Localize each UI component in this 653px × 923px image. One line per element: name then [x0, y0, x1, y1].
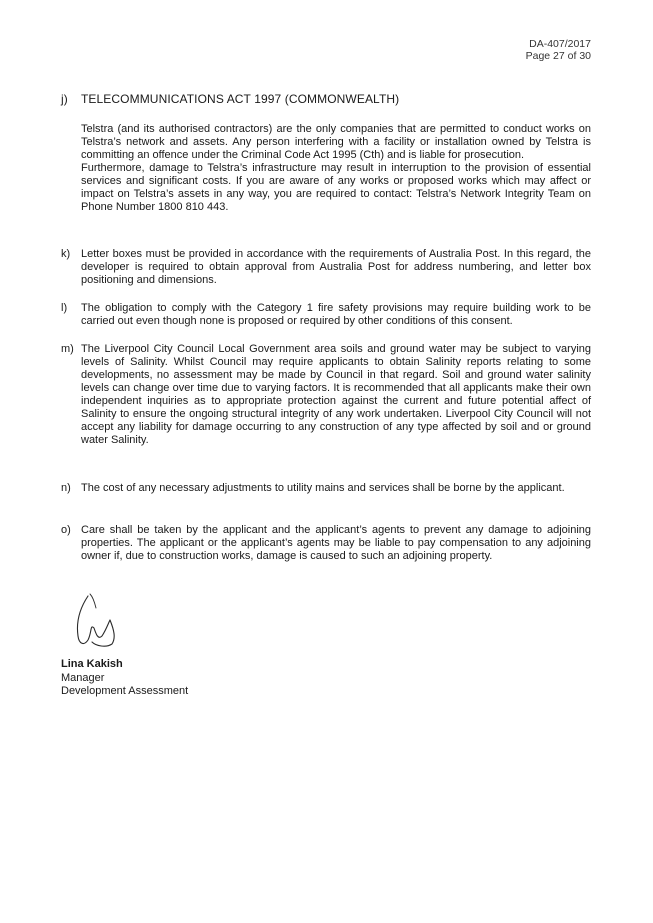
condition-l: [61, 302, 591, 328]
condition-label: n): [61, 482, 71, 494]
condition-label: j): [61, 92, 68, 106]
condition-n: [61, 482, 591, 495]
condition-label: l): [61, 302, 68, 314]
paragraph: The cost of any necessary adjustments to utility mains and services shall be borne by the applicant.: [81, 482, 565, 494]
paragraph: Telstra (and its authorised contractors) are the only companies that are permitted to conduct works on Telstra’s network and assets. Any person interfering with a facility or installation owned by Telstra is committing an offence under the Criminal Code Act 1995 (Cth) and is liable for prosecution.: [81, 123, 591, 161]
section-heading: TELECOMMUNICATIONS ACT 1997 (COMMONWEALTH): [81, 92, 400, 106]
paragraph: Care shall be taken by the applicant and the applicant’s agents to prevent any damage to adjoining properties. The applicant or the applicant’s agents may be liable to pay compensation to any adjoining owner if, due to construction works, damage is caused to such an adjoining property.: [81, 524, 591, 562]
condition-m: [61, 343, 591, 447]
paragraph: Furthermore, damage to Telstra’s infrastructure may result in interruption to the provision of essential services and significant costs. If you are aware of any works or proposed works which may affect or impact on Telstra’s assets in any way, you are required to contact: Telstra’s Network Integrity Team on Phone Number 1800 810 443.: [81, 162, 591, 213]
document-reference: DA-407/2017: [529, 38, 591, 50]
page-header: [526, 38, 591, 62]
condition-label: k): [61, 248, 71, 260]
page-number: Page 27 of 30: [525, 50, 591, 62]
condition-o: [61, 524, 591, 563]
paragraph: Letter boxes must be provided in accordance with the requirements of Australia Post. In this regard, the developer is required to obtain approval from Australia Post for address numbering, and letter box positioning and dimensions.: [81, 248, 591, 286]
paragraph: The obligation to comply with the Category 1 fire safety provisions may require building work to be carried out even though none is proposed or required by other conditions of this consent.: [81, 302, 591, 327]
condition-j: [61, 92, 591, 106]
condition-label: m): [61, 343, 74, 355]
signer-department: Development Assessment: [61, 685, 189, 697]
signer-name: Lina Kakish: [61, 658, 123, 670]
signature-image: [66, 590, 126, 650]
condition-k: [61, 248, 591, 287]
paragraph: The Liverpool City Council Local Government area soils and ground water may be subject to varying levels of Salinity. Whilst Council may require applicants to obtain Salinity reports relating to some developments, no assessment may be made by Council in that regard. Soil and ground water salinity levels can change over time due to varying factors. It is recommended that all applicants make their own independent inquiries as to appropriate protection against the current and future potential affect of Salinity to ensure the ongoing structural integrity of any work undertaken. Liverpool City Council will not accept any liability for damage occurring to any construction of any type affected by soil and or ground water Salinity.: [81, 343, 591, 446]
condition-j-body: [61, 123, 591, 214]
condition-label: o): [61, 524, 71, 536]
signature-block: [61, 658, 188, 699]
signer-title: Manager: [61, 671, 105, 684]
